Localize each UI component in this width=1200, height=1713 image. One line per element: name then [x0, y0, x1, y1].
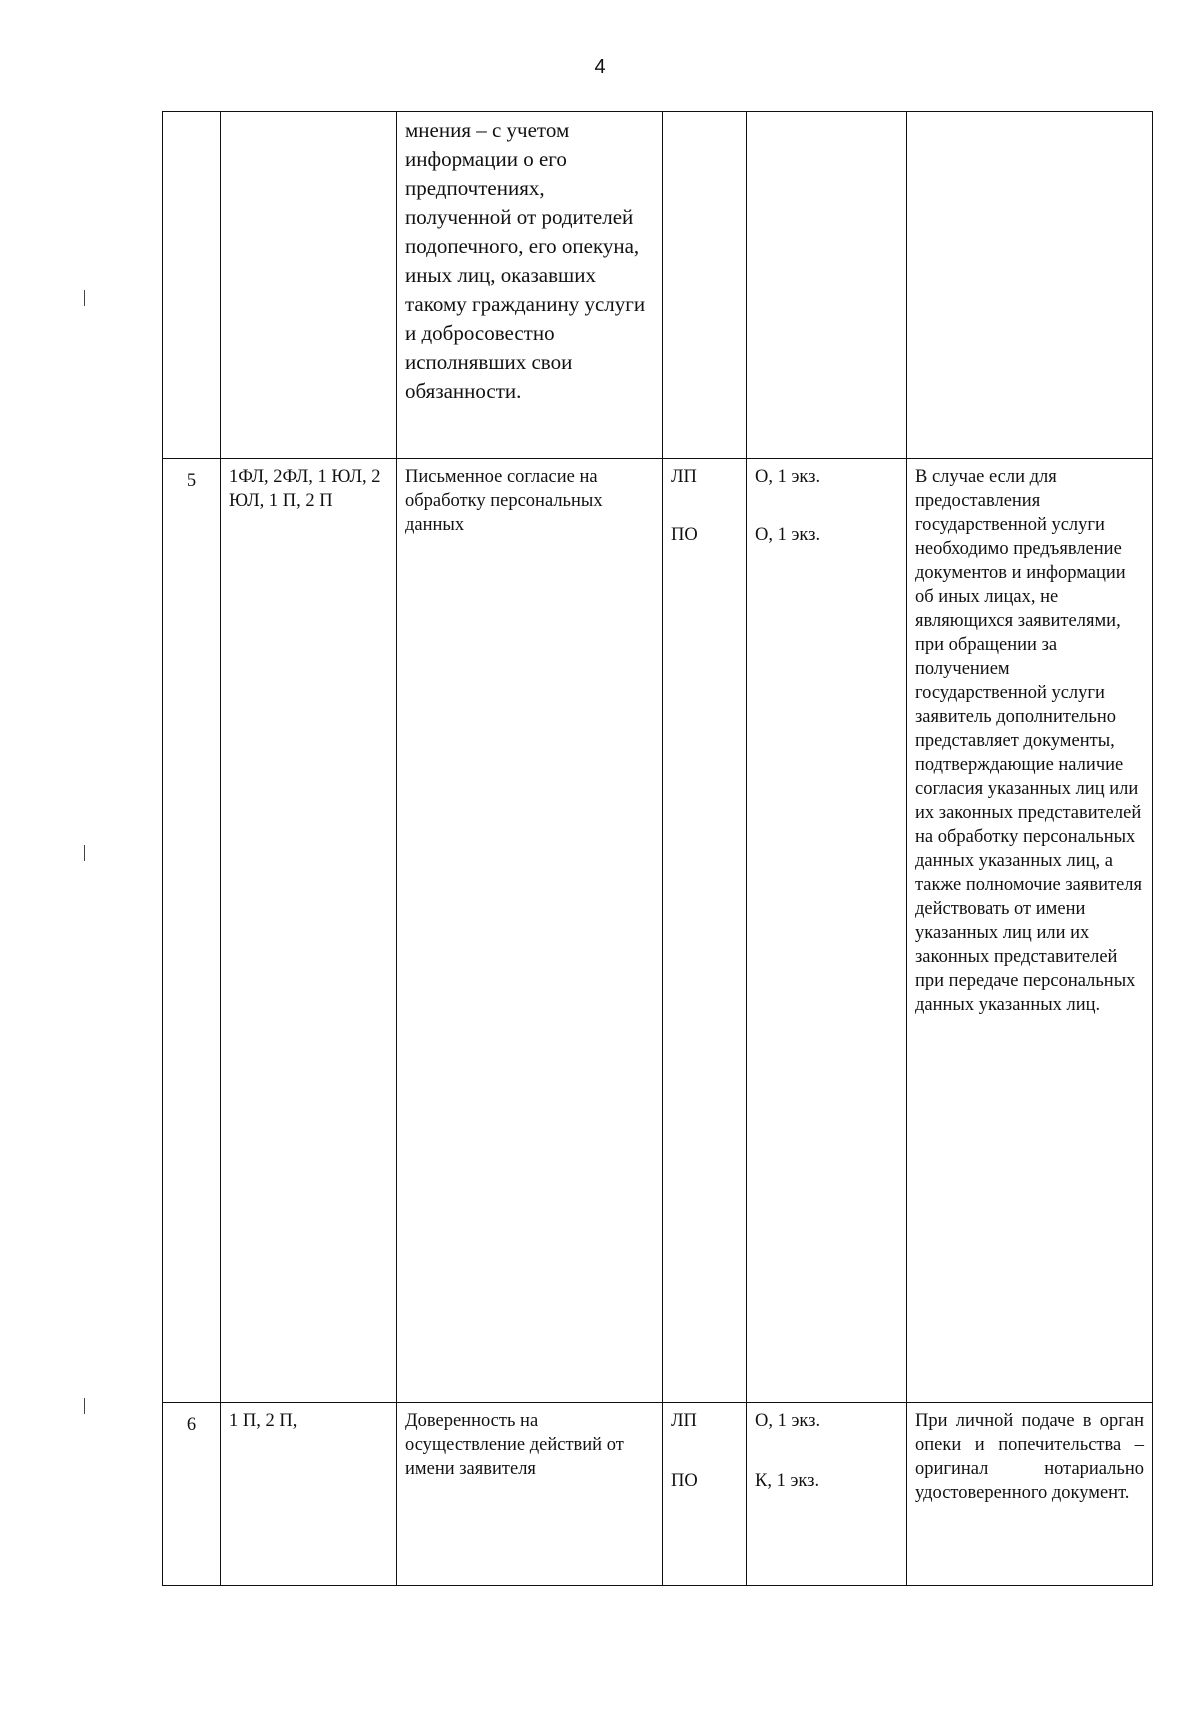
documents-table: [162, 111, 1153, 1586]
row-number-cell: 6: [163, 1403, 221, 1586]
page-number: 4: [594, 56, 606, 78]
document-name-cell: мнения – с учетом информации о его предпочтениях, полученной от родителей подопечного, его опекуна, иных лиц, оказавших такому гражданину услуги и добросовестно исполнявших свои обязанности.: [397, 112, 663, 459]
document-form: К, 1 экз.: [755, 1471, 820, 1491]
document-form-cell: [747, 112, 907, 459]
document-form-cell: [747, 1403, 907, 1586]
applicants-cell: 1ФЛ, 2ФЛ, 1 ЮЛ, 2 ЮЛ, 1 П, 2 П: [221, 459, 397, 1403]
document-form: О, 1 экз.: [755, 467, 821, 487]
note-cell: [907, 112, 1153, 459]
margin-mark: [84, 290, 85, 306]
document-name-cell: Доверенность на осуществление действий от имени заявителя: [397, 1403, 663, 1586]
document-form: О, 1 экз.: [755, 1411, 821, 1431]
table-row: [163, 459, 1153, 1403]
document-form-cell: [747, 459, 907, 1403]
margin-mark: [84, 1398, 85, 1414]
document-name-cell: Письменное согласие на обработку персональных данных: [397, 459, 663, 1403]
table-row: [163, 1403, 1153, 1586]
note-cell: При личной подаче в орган опеки и попечительства – оригинал нотариально удостоверенного документ.: [907, 1403, 1153, 1586]
applicants-cell: 1 П, 2 П,: [221, 1403, 397, 1586]
submission-method-cell: [663, 112, 747, 459]
submission-method: ЛП: [671, 467, 697, 487]
applicants-cell: [221, 112, 397, 459]
document-form: О, 1 экз.: [755, 525, 821, 545]
note-cell: В случае если для предоставления государственной услуги необходимо предъявление документов и информации об иных лицах, не являющихся заявителями, при обращении за получением государственной услуги заявитель дополнительно представляет документы, подтверждающие наличие согласия указанных лиц или их законных представителей на обработку персональных данных указанных лиц, а также полномочие заявителя действовать от имени указанных лиц или их законных представителей при передаче персональных данных указанных лиц.: [907, 459, 1153, 1403]
submission-method: ПО: [671, 1471, 698, 1491]
submission-method: ПО: [671, 525, 698, 545]
row-number-cell: [163, 112, 221, 459]
table-row: [163, 112, 1153, 459]
submission-method: ЛП: [671, 1411, 697, 1431]
margin-mark: [84, 845, 85, 861]
submission-method-cell: [663, 1403, 747, 1586]
row-number-cell: 5: [163, 459, 221, 1403]
submission-method-cell: [663, 459, 747, 1403]
